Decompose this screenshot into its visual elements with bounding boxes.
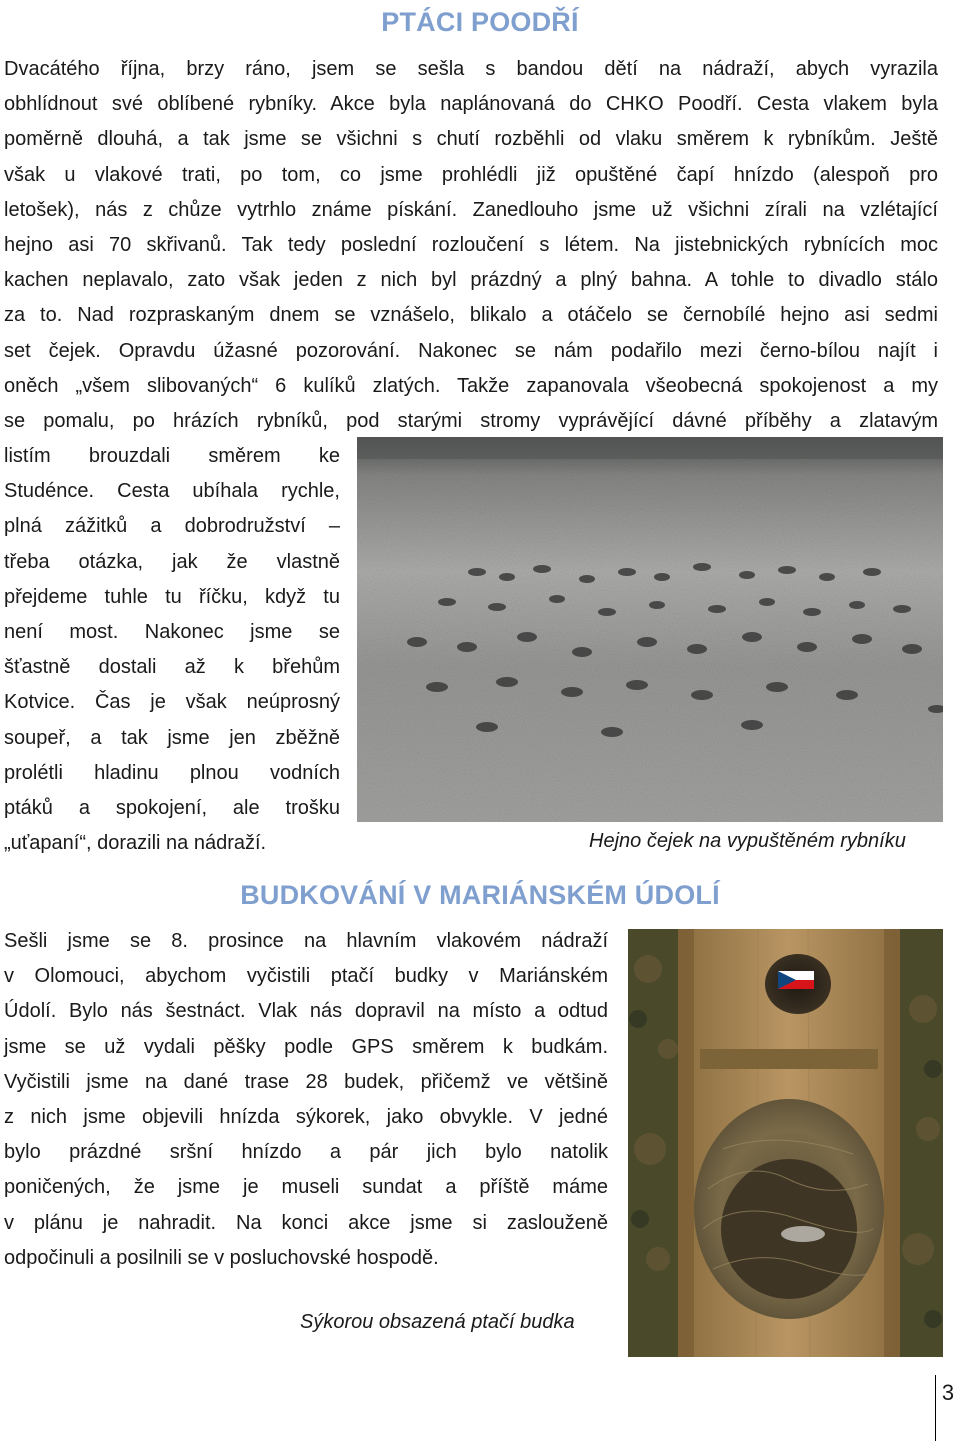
text-line: Studénce. Cesta ubíhala rychle,	[4, 480, 340, 503]
text-line: šťastně dostali až k břehům	[4, 656, 340, 679]
text-line: poničených, že jsme je museli sundat a příště máme	[4, 1176, 608, 1199]
text-line: Sešli jsme se 8. prosince na hlavním vlakovém nádraží	[4, 930, 608, 952]
text-line: prolétli hladinu plnou vodních	[4, 761, 340, 784]
text-line: soupeř, a tak jsme jen zběžně	[4, 726, 340, 749]
text-line: „uťapaní“, dorazili na nádraží.	[4, 832, 267, 855]
lapwing-photo-caption: Hejno čejek na vypuštěném rybníku	[589, 830, 906, 852]
nest-box-photo	[628, 929, 943, 1357]
text-line: poměrně dlouhá, a tak jsme se všichni s chutí rozběhli od vlaku směrem k rybníkům. Ještě	[4, 128, 938, 151]
text-line: třeba otázka, jak že vlastně	[4, 550, 340, 573]
section2-paragraph	[4, 924, 608, 1276]
text-line: přejdeme tuhle tu říčku, když tu	[4, 585, 340, 608]
section1-title: PTÁCI POODŘÍ	[381, 7, 579, 37]
text-line: obhlídnout své oblíbené rybníky. Akce byla naplánovaná do CHKO Poodří. Cesta vlakem byla	[4, 93, 938, 116]
text-line: za to. Nad rozpraskaným dnem se vznášelo, blikalo a otáčelo se černobílé hejno asi sedmi	[4, 304, 938, 327]
text-line: oněch „všem slibovaných“ 6 kulíků zlatých. Takže zapanovala všeobecná spokojenost a my	[4, 374, 938, 397]
text-line: Dvacátého října, brzy ráno, jsem se sešla s bandou dětí na nádraží, abych vyrazila	[4, 58, 938, 80]
text-line: Údolí. Bylo nás šestnáct. Vlak nás dopravil na místo a odtud	[4, 1000, 608, 1023]
text-line: se pomalu, po hrázích rybníků, pod starými stromy vyprávějící dávné příběhy a zlatavým	[4, 410, 938, 433]
text-line: set čejek. Opravdu úžasné pozorování. Nakonec se nám podařilo mezi černo-bílou najít i	[4, 339, 938, 362]
text-line: však u vlakové trati, po tom, co jsme prohlédli již opuštěné čapí hnízdo (alespoň pro	[4, 163, 938, 186]
text-line: hejno asi 70 skřivanů. Tak tedy poslední rozloučení s létem. Na jistebnických rybnících moc	[4, 234, 938, 257]
section1-paragraph	[4, 52, 938, 439]
text-line: plná zážitků a dobrodružství –	[4, 515, 340, 538]
text-line: bylo prázdné sršní hnízdo a pár jich bylo natolik	[4, 1141, 608, 1164]
text-line: letošek), nás z chůze vytrhlo známe pískání. Zanedlouho jsme už všichni zírali na vzlétající	[4, 198, 938, 221]
text-line: kachen neplavalo, zato však jeden z nich byl prázdný a plný bahna. A tohle to divadlo stálo	[4, 269, 938, 292]
text-line: jsme se už vydali pěšky podle GPS směrem k budkám.	[4, 1035, 608, 1058]
text-line: Kotvice. Čas je však neúprosný	[4, 691, 340, 714]
section2-title: BUDKOVÁNÍ V MARIÁNSKÉM ÚDOLÍ	[240, 880, 720, 910]
text-line: z nich jsme objevili hnízda sýkorek, jako obvykle. V jedné	[4, 1106, 608, 1129]
text-line: odpočinuli a posilnili se v posluchovské hospodě.	[4, 1246, 439, 1269]
text-line: v Olomouci, abychom vyčistili ptačí budky v Mariánském	[4, 965, 608, 988]
page-number: 3	[941, 1380, 955, 1405]
text-line: ptáků a spokojení, ale trošku	[4, 797, 340, 820]
text-line: není most. Nakonec jsme se	[4, 621, 340, 644]
text-line: v plánu je nahradit. Na konci akce jsme si zaslouženě	[4, 1211, 608, 1234]
text-line: Vyčistili jsme na dané trase 28 budek, přičemž ve většině	[4, 1070, 608, 1093]
section1-wrapped-paragraph	[4, 439, 340, 861]
lapwing-flock-photo	[357, 437, 943, 822]
text-line: listím brouzdali směrem ke	[4, 445, 340, 467]
nest-box-photo-caption: Sýkorou obsazená ptačí budka	[300, 1311, 575, 1333]
